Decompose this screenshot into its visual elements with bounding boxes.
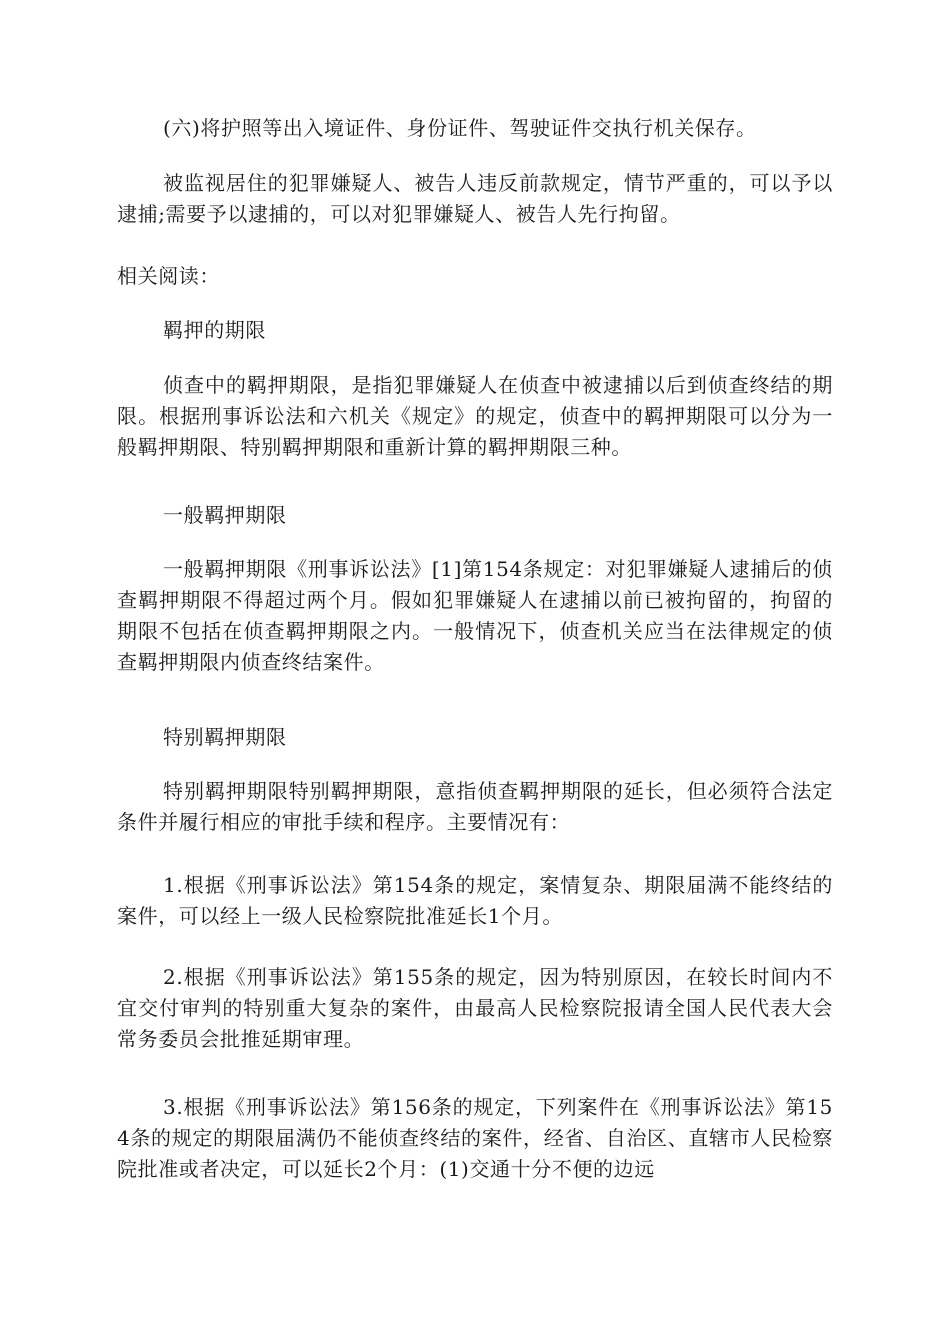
list-item-two: 2.根据《刑事诉讼法》第155条的规定，因为特别原因，在较长时间内不宜交付审判的特别重大复杂的案件，由最高人民检察院报请全国人民代表大会常务委员会批推延期审理。 (117, 965, 833, 1051)
paragraph-item-six: (六)将护照等出入境证件、身份证件、驾驶证件交执行机关保存。 (163, 116, 757, 140)
heading-special-detention: 特别羁押期限 (163, 725, 287, 749)
paragraph-general-detention: 一般羁押期限《刑事诉讼法》[1]第154条规定：对犯罪嫌疑人逮捕后的侦查羁押期限不得超过两个月。假如犯罪嫌疑人在逮捕以前已被拘留的，拘留的期限不包括在侦查羁押期限之内。一般情况下，侦查机关应当在法律规定的侦查羁押期限内侦查终结案件。 (117, 557, 833, 674)
heading-general-detention: 一般羁押期限 (163, 503, 287, 527)
paragraph-surveillance-violation: 被监视居住的犯罪嫌疑人、被告人违反前款规定，情节严重的，可以予以逮捕;需要予以逮捕的，可以对犯罪嫌疑人、被告人先行拘留。 (117, 171, 833, 226)
paragraph-investigation-detention: 侦查中的羁押期限，是指犯罪嫌疑人在侦查中被逮捕以后到侦查终结的期限。根据刑事诉讼法和六机关《规定》的规定，侦查中的羁押期限可以分为一般羁押期限、特别羁押期限和重新计算的羁押期限三种。 (117, 373, 833, 459)
list-item-one: 1.根据《刑事诉讼法》第154条的规定，案情复杂、期限届满不能终结的案件，可以经上一级人民检察院批准延长1个月。 (117, 873, 833, 928)
related-reading-label: 相关阅读： (117, 264, 220, 288)
paragraph-special-detention: 特别羁押期限特别羁押期限，意指侦查羁押期限的延长，但必须符合法定条件并履行相应的审批手续和程序。主要情况有： (117, 779, 833, 834)
list-item-three: 3.根据《刑事诉讼法》第156条的规定，下列案件在《刑事诉讼法》第154条的规定的期限届满仍不能侦查终结的案件，经省、自治区、直辖市人民检察院批准或者决定，可以延长2个月：(1)交通十分不便的边远 (117, 1095, 833, 1181)
heading-detention-period: 羁押的期限 (163, 318, 266, 342)
